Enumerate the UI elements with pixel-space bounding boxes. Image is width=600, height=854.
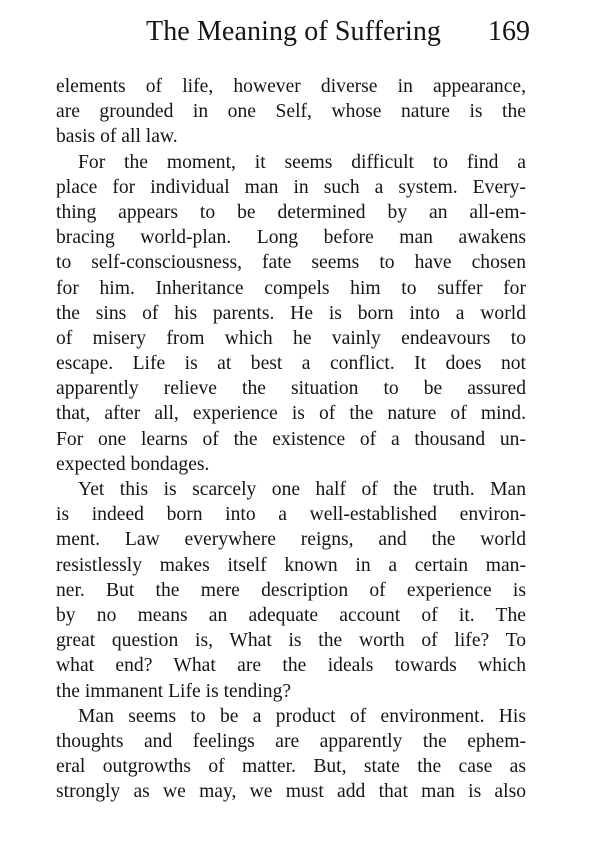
text-line: the immanent Life is tending? (56, 680, 292, 702)
text-line: expected bondages. (56, 453, 210, 475)
text-line: what end? What are the ideals towards which (56, 655, 526, 677)
text-line: strongly as we may, we must add that man is also (56, 781, 526, 803)
text-line: to self-consciousness, fate seems to have chosen (56, 252, 526, 274)
text-line: For the moment, it seems difficult to find a (78, 151, 526, 173)
text-line: eral outgrowths of matter. But, state the case as (56, 756, 526, 778)
text-line: thing appears to be determined by an all-em- (56, 201, 526, 223)
body-text (56, 74, 526, 804)
text-line: For one learns of the existence of a thousand un- (56, 428, 526, 450)
text-line: apparently relieve the situation to be assured (56, 378, 526, 400)
running-header (0, 14, 600, 54)
text-line: elements of life, however diverse in appearance, (56, 76, 526, 97)
text-line: great question is, What is the worth of life? To (56, 630, 526, 652)
text-line: thoughts and feelings are apparently the ephem- (56, 730, 526, 752)
text-line: resistlessly makes itself known in a certain man- (56, 554, 526, 576)
text-line: place for individual man in such a system. Every- (56, 176, 526, 198)
text-line: for him. Inheritance compels him to suffer for (56, 277, 526, 299)
text-line: Man seems to be a product of environment. His (78, 705, 526, 727)
text-line: by no means an adequate account of it. The (56, 604, 526, 626)
text-line: that, after all, experience is of the nature of mind. (56, 403, 526, 425)
text-line: escape. Life is at best a conflict. It does not (56, 353, 526, 375)
text-line: of misery from which he vainly endeavours to (56, 327, 526, 349)
running-title: The Meaning of Suffering (146, 16, 442, 47)
text-line: bracing world-plan. Long before man awakens (56, 227, 526, 249)
text-line: ment. Law everywhere reigns, and the world (56, 529, 526, 551)
text-line: the sins of his parents. He is born into a world (56, 302, 526, 324)
page-number: 169 (488, 16, 530, 47)
text-line: is indeed born into a well-established environ- (56, 504, 526, 526)
text-line: ner. But the mere description of experience is (56, 579, 526, 601)
text-line: Yet this is scarcely one half of the truth. Man (78, 479, 526, 500)
text-line: basis of all law. (56, 126, 178, 148)
text-line: are grounded in one Self, whose nature is the (56, 101, 526, 123)
